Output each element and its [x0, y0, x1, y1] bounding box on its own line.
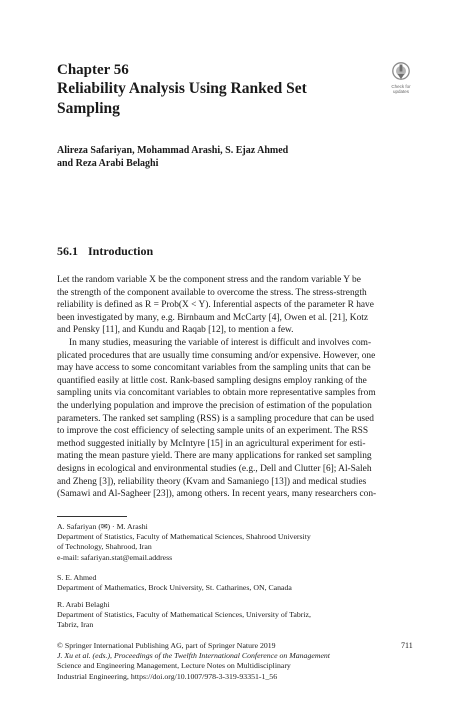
text-line: been investigated by many, e.g. Birnbaum and McCarty [4], Owen et al. [21], Kotz — [57, 312, 369, 323]
text-line: parameters. The ranked set sampling (RSS) is a sampling procedure that can be used — [57, 413, 374, 424]
text-line: In many studies, measuring the variable of interest is difficult and involves com- — [69, 337, 372, 348]
author-email[interactable]: e-mail: safariyan.stat@email.address — [57, 552, 173, 562]
check-for-updates-icon — [392, 62, 410, 82]
author-line: and Reza Arabi Belaghi — [57, 158, 159, 169]
doi-link[interactable]: Industrial Engineering, https://doi.org/10.1007/978-3-319-93351-1_56 — [57, 671, 278, 681]
affiliation-block — [57, 522, 427, 563]
section-title: Introduction — [88, 244, 154, 258]
affiliation-line: Tabriz, Iran — [57, 620, 94, 630]
text-line: plicated procedures that are usually time consuming and/or expensive. However, one — [57, 350, 376, 361]
text-line: method suggested initially by McIntyre [15] in an agricultural experiment for esti- — [57, 438, 366, 449]
author-line: Alireza Safariyan, Mohammad Arashi, S. Ejaz Ahmed — [57, 145, 289, 156]
affiliation-line: Department of Mathematics, Brock University, St. Catharines, ON, Canada — [57, 583, 292, 593]
chapter-title-line: Reliability Analysis Using Ranked Set — [57, 80, 307, 97]
text-line: designs in ecological and environmental studies (e.g., Dell and Clutter [6]; Al-Saleh — [57, 463, 372, 474]
text-line: mating the mean pasture yield. There are many applications for ranked set sampling — [57, 451, 372, 462]
chapter-title-line: Sampling — [57, 99, 120, 117]
affiliation-line: Department of Statistics, Faculty of Mathematical Sciences, Shahrood University — [57, 532, 311, 542]
text-line: sampling units via concomitant variables to obtain more representative samples from — [57, 388, 376, 399]
affiliation-line: of Technology, Shahrood, Iran — [57, 542, 152, 552]
footnote-divider — [57, 516, 127, 517]
text-line: quantified easily at little cost. Rank-based sampling designs employ ranking of the — [57, 375, 367, 386]
text-line: the strength of the component available to overcome the stress. The stress-strength — [57, 287, 367, 298]
copyright-notice — [57, 641, 387, 682]
text-line: may have access to some concomitant variables from the sampling units that can be — [57, 363, 371, 374]
check-for-updates-text: Check for updates — [391, 84, 411, 94]
copyright-line: Science and Engineering Management, Lecture Notes on Multidisciplinary — [57, 661, 291, 671]
text-line: and Zheng [3]), reliability theory (Kvam and Samaniego [13]) and medical studies — [57, 476, 367, 487]
text-line: and Pensky [11], and Kundu and Raqab [12], to mention a few. — [57, 325, 294, 336]
text-line: reliability is defined as R = Prob(X < Y). Inferential aspects of the parameter R have — [57, 300, 374, 311]
affiliation-line: Department of Statistics, Faculty of Mathematical Sciences, University of Tabriz, — [57, 610, 311, 620]
affiliation-block — [57, 600, 427, 631]
page-number: 711 — [401, 641, 413, 650]
chapter-title — [57, 79, 377, 118]
section-number: 56.1 — [57, 244, 78, 258]
affiliation-line: A. Safariyan (✉) · M. Arashi — [57, 522, 148, 531]
author-list — [57, 144, 417, 170]
check-for-updates-badge[interactable] — [385, 62, 417, 98]
section-heading — [57, 244, 153, 259]
chapter-label: Chapter 56 — [57, 62, 129, 78]
copyright-line: J. Xu et al. (eds.), Proceedings of the Twelfth International Conference on Management — [57, 651, 330, 661]
affiliation-line: S. E. Ahmed — [57, 573, 97, 582]
affiliation-block — [57, 573, 427, 593]
text-line: the underlying population and improve the precision of estimation of the population — [57, 400, 372, 411]
affiliation-line: R. Arabi Belaghi — [57, 600, 110, 609]
text-line: to improve the cost efficiency of selecting sample units of an experiment. The RSS — [57, 426, 369, 437]
text-line: Let the random variable X be the component stress and the random variable Y be — [57, 275, 361, 285]
text-line: (Samawi and Al-Sagheer [23]), among others. In recent years, many researchers con- — [57, 489, 377, 500]
copyright-line: © Springer International Publishing AG, part of Springer Nature 2019 — [57, 641, 276, 650]
body-text — [57, 274, 417, 501]
